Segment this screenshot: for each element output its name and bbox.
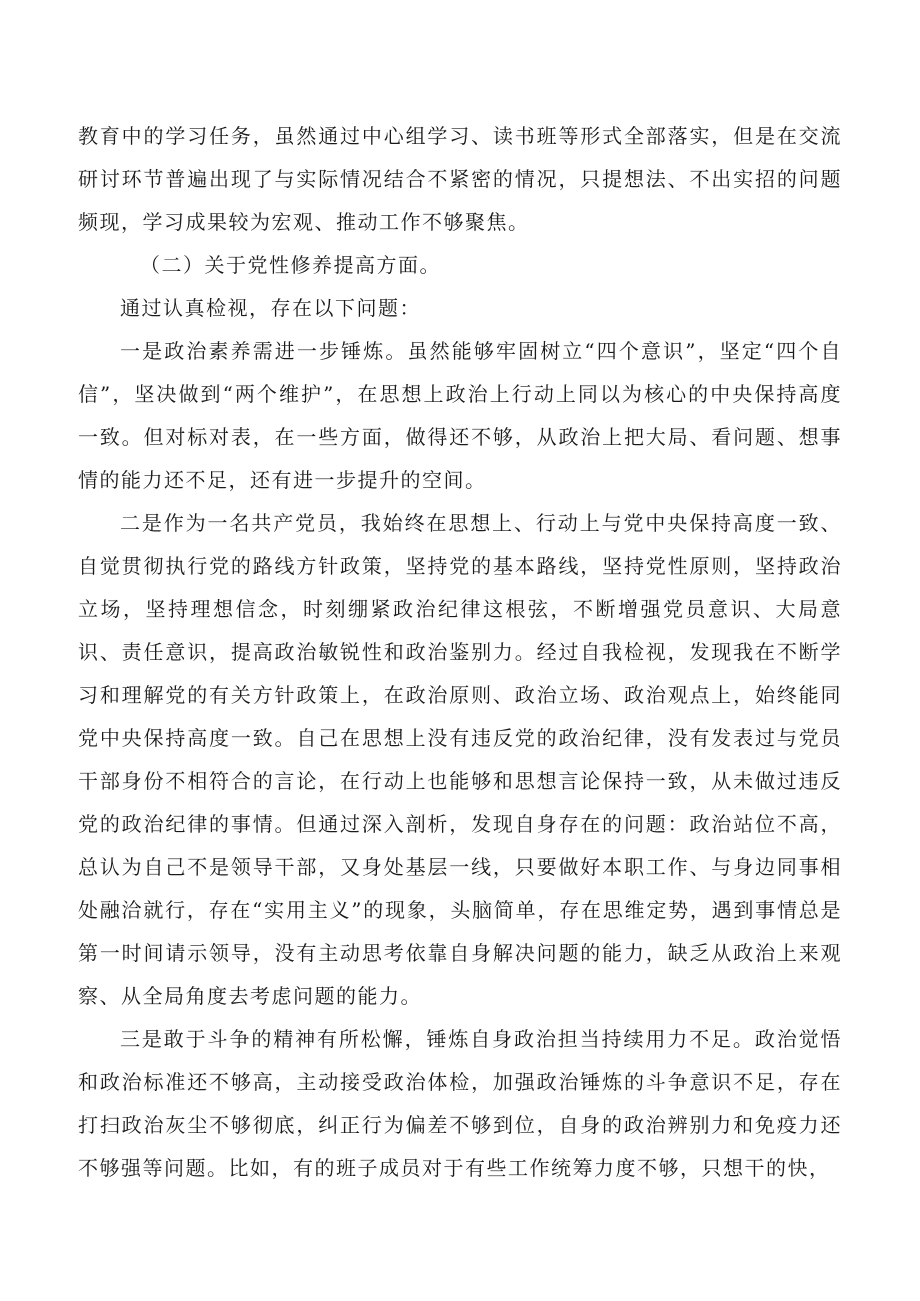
paragraph-issue-one: 一是政治素养需进一步锤炼。虽然能够牢固树立“四个意识”，坚定“四个自信”，坚决做到“两个维护”，在思想上政治上行动上同以为核心的中央保持高度一致。但对标对表，在一些方面，做得还不够，从政治上把大局、看问题、想事情的能力还不足，还有进一步提升的空间。	[78, 339, 842, 492]
paragraph-issue-three: 三是敢于斗争的精神有所松懈，锤炼自身政治担当持续用力不足。政治觉悟和政治标准还不够高，主动接受政治体检，加强政治锤炼的斗争意识不足，存在打扫政治灰尘不够彻底，纠正行为偏差不够到位，自身的政治辨别力和免疫力还不够强等问题。比如，有的班子成员对于有些工作统筹力度不够，只想干的快，	[78, 1027, 842, 1180]
paragraph-study-tasks: 教育中的学习任务，虽然通过中心组学习、读书班等形式全部落实，但是在交流研讨环节普遍出现了与实际情况结合不紧密的情况，只提想法、不出实招的问题频现，学习成果较为宏观、推动工作不够聚焦。	[78, 124, 842, 234]
section-heading-party-spirit: （二）关于党性修养提高方面。	[140, 253, 441, 277]
paragraph-issue-two: 二是作为一名共产党员，我始终在思想上、行动上与党中央保持高度一致、自觉贯彻执行党的路线方针政策，坚持党的基本路线，坚持党性原则，坚持政治立场，坚持理想信念，时刻绷紧政治纪律这根弦，不断增强党员意识、大局意识、责任意识，提高政治敏锐性和政治鉴别力。经过自我检视，发现我在不断学习和理解党的有关方针政策上，在政治原则、政治立场、政治观点上，始终能同党中央保持高度一致。自己在思想上没有违反党的政治纪律，没有发表过与党员干部身份不相符合的言论，在行动上也能够和思想言论保持一致，从未做过违反党的政治纪律的事情。但通过深入剖析，发现自身存在的问题：政治站位不高，总认为自己不是领导干部，又身处基层一线，只要做好本职工作、与身边同事相处融洽就行，存在“实用主义”的现象，头脑简单，存在思维定势，遇到事情总是第一时间请示领导，没有主动思考依靠自身解决问题的能力，缺乏从政治上来观察、从全局角度去考虑问题的能力。	[78, 511, 842, 1008]
paragraph-intro-issues: 通过认真检视，存在以下问题：	[120, 296, 421, 320]
